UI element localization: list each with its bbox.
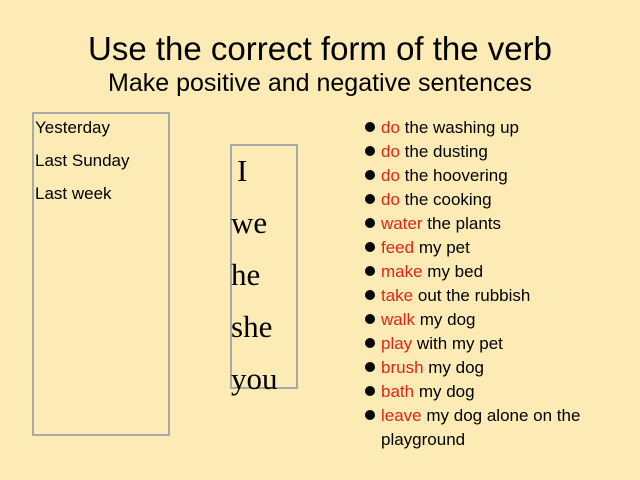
task-verb: do — [381, 142, 400, 161]
bullet-icon — [365, 218, 375, 228]
task-item — [365, 284, 625, 308]
task-phrase: the cooking — [399, 190, 492, 209]
task-verb: do — [381, 190, 400, 209]
task-verb: leave — [381, 406, 422, 425]
task-verb: water — [381, 214, 423, 233]
task-item — [365, 188, 625, 212]
pronoun-list — [231, 150, 278, 410]
time-expression: Last week — [35, 184, 112, 203]
bullet-icon — [365, 338, 375, 348]
task-phrase: the dusting — [399, 142, 488, 161]
task-phrase: my dog alone on the playground — [381, 406, 581, 449]
task-verb: do — [381, 118, 400, 137]
task-phrase: my dog — [415, 310, 476, 329]
task-verb: brush — [381, 358, 424, 377]
task-item — [365, 116, 625, 140]
task-item — [365, 380, 625, 404]
task-item — [365, 356, 625, 380]
task-list — [365, 116, 625, 452]
bullet-icon — [365, 314, 375, 324]
pronoun: you — [231, 361, 278, 396]
bullet-icon — [365, 242, 375, 252]
task-phrase: my dog — [414, 382, 475, 401]
bullet-icon — [365, 290, 375, 300]
task-item — [365, 404, 625, 452]
task-phrase: the plants — [422, 214, 502, 233]
pronoun: she — [231, 309, 273, 344]
bullet-icon — [365, 386, 375, 396]
pronoun: I — [237, 153, 248, 188]
task-item — [365, 308, 625, 332]
page-title: Use the correct form of the verb — [87, 30, 552, 67]
bullet-icon — [365, 362, 375, 372]
task-phrase: out the rubbish — [413, 286, 531, 305]
task-verb: play — [381, 334, 413, 353]
task-phrase: the washing up — [399, 118, 520, 137]
time-expression: Yesterday — [35, 118, 110, 137]
task-verb: feed — [381, 238, 415, 257]
bullet-icon — [365, 266, 375, 276]
task-phrase: the hoovering — [399, 166, 508, 185]
task-phrase: my pet — [414, 238, 470, 257]
task-verb: take — [381, 286, 414, 305]
task-item — [365, 140, 625, 164]
task-phrase: my dog — [423, 358, 485, 377]
task-item — [365, 260, 625, 284]
task-phrase: with my pet — [412, 334, 503, 353]
pronoun: he — [231, 257, 261, 292]
bullet-icon — [365, 410, 375, 420]
task-verb: walk — [381, 310, 416, 329]
task-item — [365, 332, 625, 356]
pronoun: we — [231, 205, 268, 240]
task-phrase: my bed — [422, 262, 484, 281]
task-item — [365, 164, 625, 188]
task-verb: do — [381, 166, 400, 185]
bullet-icon — [365, 170, 375, 180]
bullet-icon — [365, 122, 375, 132]
page-subtitle: Make positive and negative sentences — [108, 69, 532, 97]
task-verb: make — [381, 262, 423, 281]
time-expression: Last Sunday — [35, 151, 130, 170]
task-item — [365, 212, 625, 236]
time-expressions-box — [32, 112, 170, 436]
bullet-icon — [365, 194, 375, 204]
bullet-icon — [365, 146, 375, 156]
task-verb: bath — [381, 382, 415, 401]
task-item — [365, 236, 625, 260]
